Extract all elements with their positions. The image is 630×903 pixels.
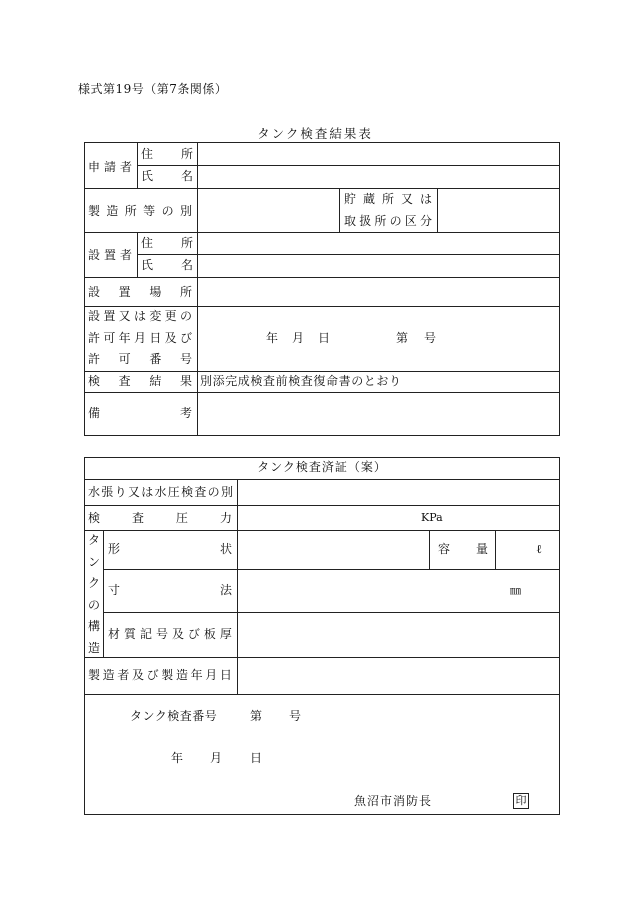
shape-label: 形 状 xyxy=(108,542,232,556)
seal-stamp: 印 xyxy=(513,793,529,809)
applicant-label: 申 請 者 xyxy=(88,160,132,174)
permit-label-line2: 許 可 年 月 日 及 び xyxy=(88,331,192,345)
facility-type-label: 製 造 所 等 の 別 xyxy=(88,204,192,218)
permit-date-year: 年 xyxy=(266,331,279,345)
issue-day: 日 xyxy=(250,751,263,765)
inspection-number-label: タンク検査番号 xyxy=(130,709,218,723)
row-divider xyxy=(85,479,559,480)
col-divider xyxy=(237,479,238,694)
dimension-unit: ㎜ xyxy=(510,584,521,597)
row-divider xyxy=(137,254,559,255)
col-divider xyxy=(197,143,198,435)
issue-month: 月 xyxy=(210,751,223,765)
permit-number-suffix: 号 xyxy=(424,331,437,345)
row-divider xyxy=(85,277,559,278)
storage-division-label-line1: 貯 蔵 所 又 は xyxy=(344,192,432,206)
issuer-name: 魚沼市消防長 xyxy=(354,794,433,808)
row-divider xyxy=(85,657,559,658)
col-divider xyxy=(137,143,138,188)
installer-address-label: 住 所 xyxy=(141,236,193,250)
col-divider xyxy=(437,188,438,232)
col-divider xyxy=(495,530,496,569)
tank-structure-label: タ ン ク の 構 造 xyxy=(87,533,100,655)
row-divider xyxy=(85,188,559,189)
maker-label: 製 造 者 及 び 製 造 年 月 日 xyxy=(88,668,232,682)
permit-label-line1: 設 置 又 は 変 更 の xyxy=(88,309,192,323)
inspection-number-prefix: 第 xyxy=(250,709,263,723)
row-divider xyxy=(85,530,559,531)
col-divider xyxy=(137,232,138,277)
remarks-label: 備 考 xyxy=(88,406,192,420)
installer-label: 設 置 者 xyxy=(88,248,132,262)
material-label: 材 質 記 号 及 び 板 厚 xyxy=(108,627,232,641)
inspection-certificate-title: タンク検査済証（案） xyxy=(257,460,387,474)
col-divider xyxy=(339,188,340,232)
col-divider xyxy=(103,530,104,657)
storage-division-label-line2: 取 扱 所 の 区 分 xyxy=(344,214,432,228)
permit-label-line3: 許 可 番 号 xyxy=(88,352,192,366)
applicant-address-label: 住 所 xyxy=(141,147,193,161)
capacity-unit: ℓ xyxy=(536,542,542,556)
row-divider xyxy=(85,694,559,695)
row-divider xyxy=(103,569,559,570)
permit-date-day: 日 xyxy=(318,331,331,345)
row-divider xyxy=(85,306,559,307)
pressure-label: 検 査 圧 力 xyxy=(88,511,232,525)
location-label: 設 置 場 所 xyxy=(88,285,192,299)
col-divider xyxy=(429,530,430,569)
row-divider xyxy=(85,371,559,372)
capacity-label: 容 量 xyxy=(438,542,488,556)
test-type-label: 水 張 り 又 は 水 圧 検 査 の 別 xyxy=(88,485,233,499)
result-label: 検 査 結 果 xyxy=(88,374,192,388)
installer-name-label: 氏 名 xyxy=(141,258,193,272)
applicant-name-label: 氏 名 xyxy=(141,169,193,183)
inspection-result-title: タンク検査結果表 xyxy=(257,126,373,141)
dimension-label: 寸 法 xyxy=(108,583,232,597)
result-value: 別添完成検査前検査復命書のとおり xyxy=(200,374,402,388)
permit-number-prefix: 第 xyxy=(396,331,409,345)
row-divider xyxy=(85,392,559,393)
issue-year: 年 xyxy=(171,751,184,765)
pressure-unit: KPa xyxy=(421,511,443,524)
inspection-number-suffix: 号 xyxy=(289,709,302,723)
form-number: 様式第19号（第7条関係） xyxy=(78,82,228,96)
row-divider xyxy=(85,232,559,233)
row-divider xyxy=(103,612,559,613)
row-divider xyxy=(137,165,559,166)
permit-date-month: 月 xyxy=(292,331,305,345)
row-divider xyxy=(85,505,559,506)
